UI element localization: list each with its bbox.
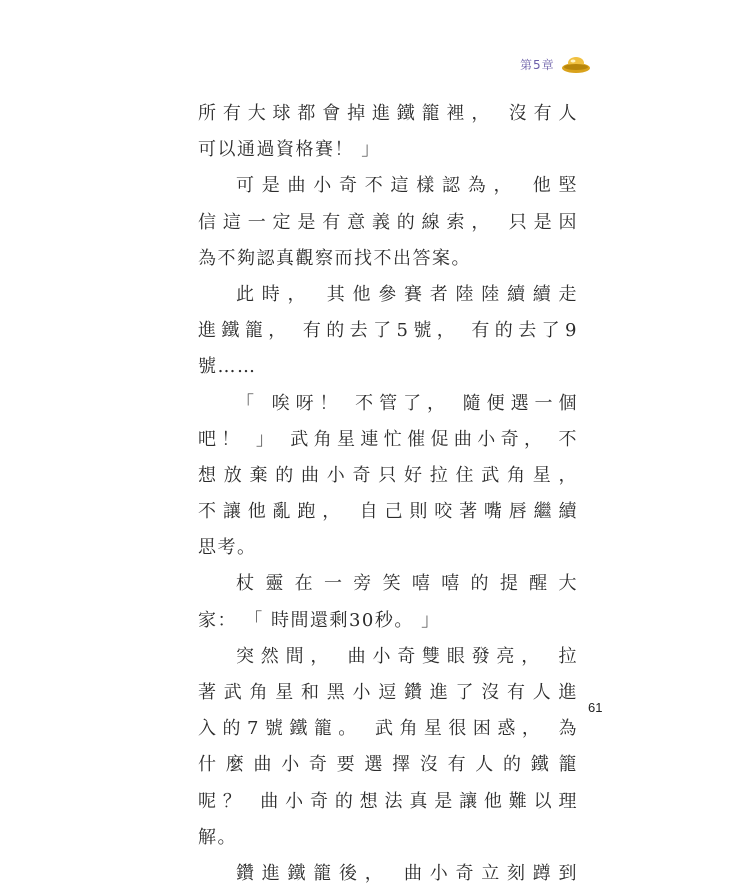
text-line: 家： 「 時間還剩30秒。 」 (198, 609, 441, 631)
text-line: 「 唉呀！ 不管了， 隨便選一個 (236, 392, 578, 414)
text-line: 所有大球都會掉進鐵籠裡， 沒有人 (198, 103, 578, 124)
text-line: 突然間， 曲小奇雙眼發亮， 拉 (236, 645, 578, 667)
text-line: 什麼曲小奇要選擇沒有人的鐵籠 (198, 754, 578, 776)
chapter-header (520, 54, 591, 74)
text-line: 進鐵籠， 有的去了5號， 有的去了9 (198, 320, 578, 342)
text-line: 鑽進鐵籠後， 曲小奇立刻蹲到 (236, 862, 578, 884)
story-text (198, 96, 578, 892)
text-line: 為不夠認真觀察而找不出答案。 (198, 247, 471, 269)
chapter-label: 第5章 (520, 57, 555, 72)
gold-ingot-icon (561, 54, 591, 74)
text-line: 想放棄的曲小奇只好拉住武角星， (198, 464, 578, 486)
page-number: 61 (588, 700, 603, 715)
text-line: 此時， 其他參賽者陸陸續續走 (236, 283, 578, 305)
text-line: 可是曲小奇不這樣認為， 他堅 (236, 175, 578, 197)
text-line: 不讓他亂跑， 自己則咬著嘴唇繼續 (198, 501, 578, 523)
text-line: 著武角星和黑小逗鑽進了沒有人進 (198, 682, 578, 703)
text-line: 杖靈在一旁笑嘻嘻的提醒大 (236, 573, 578, 595)
text-line: 呢？ 曲小奇的想法真是讓他難以理 (198, 790, 578, 812)
text-line: 號…… (198, 356, 257, 378)
text-line: 信這一定是有意義的線索， 只是因 (198, 211, 578, 233)
text-line: 解。 (198, 826, 237, 848)
text-line: 思考。 (198, 537, 257, 559)
text-line: 可以通過資格賽！ 」 (198, 139, 381, 161)
text-line: 入的7號鐵籠。 武角星很困惑， 為 (198, 718, 578, 740)
text-line: 吧！ 」 武角星連忙催促曲小奇， 不 (198, 428, 578, 450)
